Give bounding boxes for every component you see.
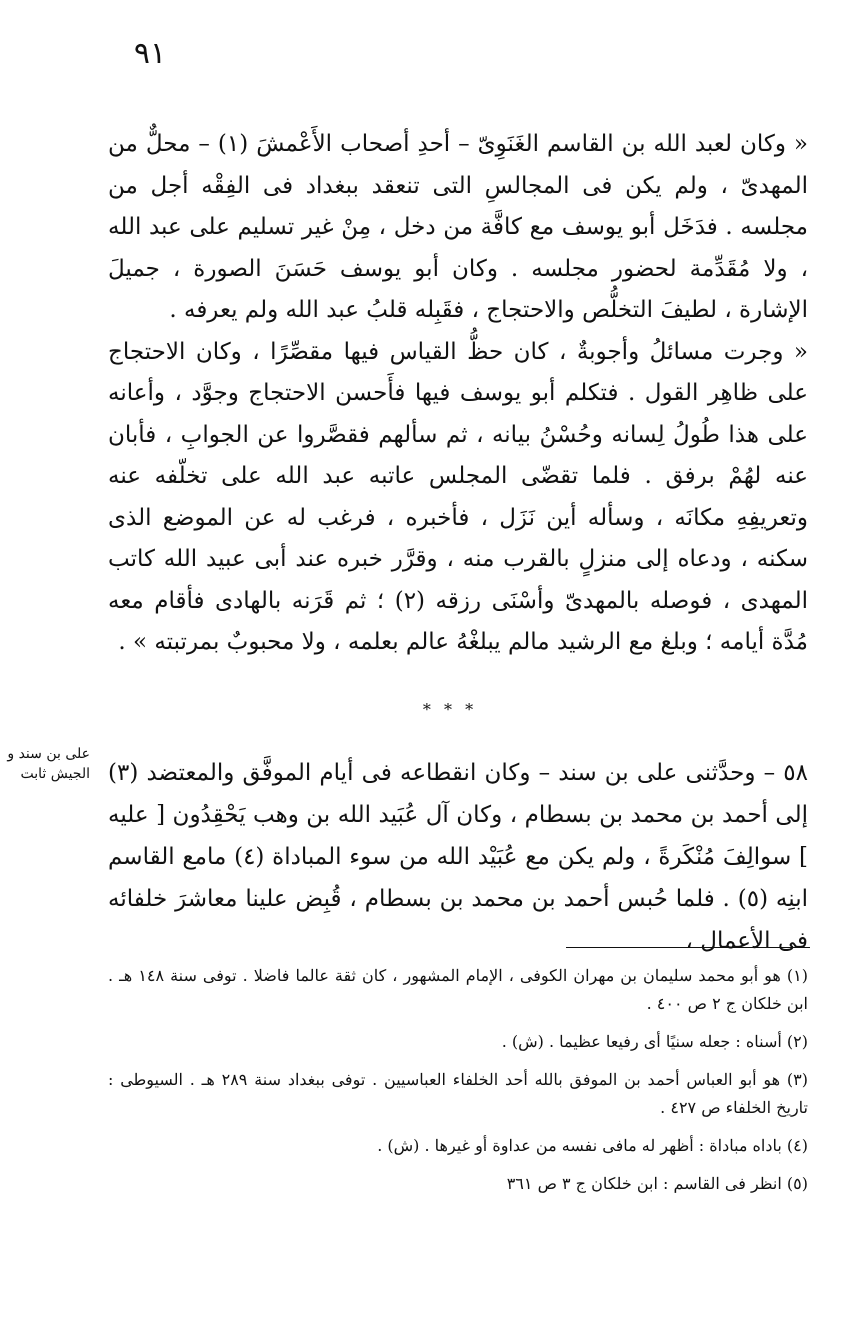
margin-note: على بن سند و الجيش ثابت <box>7 746 90 782</box>
footnote: (٣) هو أبو العباس أحمد بن الموفق بالله أحد الخلفاء العباسيين . توفى ببغداد سنة ٢٨٩ هـ . السيوطى : تاريخ الخلفاء ص ٤٢٧ . <box>108 1070 809 1117</box>
footnote-divider <box>566 947 810 948</box>
main-text <box>108 124 808 664</box>
section-58 <box>108 752 808 962</box>
page-number: ٩١ <box>133 36 167 71</box>
section-separator: * * * <box>422 700 478 719</box>
footnote: (٤) باداه مباداة : أظهر له مافى نفسه من عداوة أو غيرها . (ش) . <box>377 1136 808 1155</box>
paragraph: « وكان لعبد الله بن القاسم الغَنَوِىّ – أحدِ أصحاب الأَعْمشَ (١) – محلٌّ من المهدىّ ، ولم يكن فى المجالسِ التى تنعقد ببغداد فى الفِقْه أجل من مجلسه . فدَخَل أبو يوسف مع كافَّة من دخل ، مِنْ غير تسليم على عبد الله ، ولا مُقَدِّمة لحضور مجلسه . وكان أبو يوسف حَسَنَ الصورة ، جميلَ الإشارة ، لطيفَ التخلُّص والاحتجاج ، فقَبِله قلبُ عبد الله ولم يعرفه . <box>108 131 808 323</box>
footnotes <box>108 962 808 1208</box>
footnote: (١) هو أبو محمد سليمان بن مهران الكوفى ، الإمام المشهور ، كان ثقة عالما فاضلا . توفى سنة ١٤٨ هـ . ابن خلكان ج ٢ ص ٤٠٠ . <box>108 966 808 1013</box>
footnote: (٥) انظر فى القاسم : ابن خلكان ج ٣ ص ٣٦١ <box>506 1174 808 1193</box>
paragraph: « وجرت مسائلُ وأجوبةٌ ، كان حظُّ القياس فيها مقصِّرًا ، وكان الاحتجاج على ظاهِر القول . فتكلم أبو يوسف فيها فأَحسن الاحتجاج وجوَّد ، وأعانه على هذا طُولُ لِسانه وحُسْنُ بيانه ، ثم سألهم فقصَّروا عن الجوابِ ، فأبان عنه لهُمْ برفق . فلما تقضّى المجلس عاتبه عبد الله على تخلّفه عنه وتعريفِهِ مكانَه ، وسأله أين نَزَل ، فأخبره ، فرغب له عن الموضع الذى سكنه ، ودعاه إلى منزلٍ بالقرب منه ، وقرَّر خبره عند أبى عبيد الله كاتب المهدى ، فوصله بالمهدىّ وأسْنَى رزقه (٢) ؛ ثم قَرَنه بالهادى فأقام معه مُدَّة أيامه ؛ وبلغ مع الرشيد مالم يبلغْهُ عالم بعلمه ، ولا محبوبٌ بمرتبته » . <box>108 338 808 655</box>
paragraph: ٥٨ – وحدَّثنى على بن سند – وكان انقطاعه فى أيام الموفَّق والمعتضد (٣) إلى أحمد بن محمد بن بسطام ، وكان آل عُبَيد الله بن وهب يَحْقِدُون [ عليه ] سوالِفَ مُنْكَرةً ، ولم يكن مع عُبَيْد الله من سوء المباداة (٤) مامع القاسم ابنِه (٥) . فلما حُبس أحمد بن محمد بن بسطام ، قُبِض علينا معاشرَ خلفائه فى الأعمال ، <box>108 760 809 954</box>
footnote: (٢) أسناه : جعله سنيًا أى رفيعا عظيما . (ش) . <box>501 1032 808 1051</box>
